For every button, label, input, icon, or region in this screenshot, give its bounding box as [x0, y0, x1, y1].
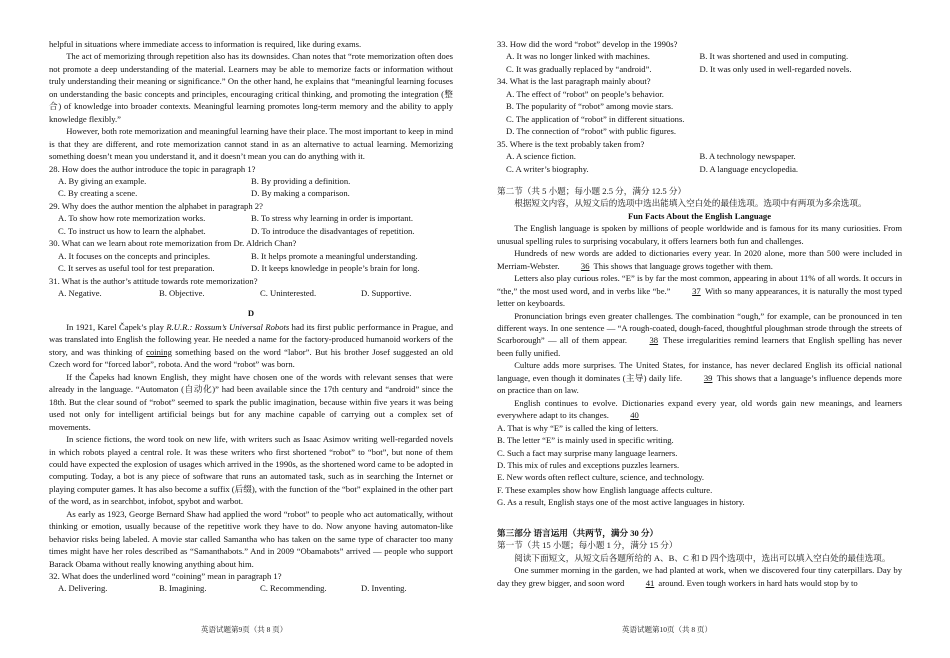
section-2-heading: 第二节（共 5 小题；每小题 2.5 分，满分 12.5 分） [497, 185, 687, 196]
option: B. It helps promote a meaningful understanding. [251, 250, 418, 261]
text: This shows that a language’s influence depends more on practice than on law. [497, 372, 902, 396]
question-30: 30. What can we learn about rote memorization from Dr. Aldrich Chan? [49, 238, 297, 249]
options-32 [49, 582, 453, 594]
option: C. Such a fact may surprise many language learners. [497, 447, 678, 458]
text: Pronunciation brings even greater challenges. The combination “ough,” for example, can be pronounced in ten different ways. In one sentence — “A rough-coated, dough-faced, thoughtful ploughman strode through the streets of Scarborough” — all of them appear. [497, 310, 902, 346]
underlined-word: coining [146, 346, 172, 357]
option: C. It serves as useful tool for test preparation. [58, 263, 215, 274]
option: D. It was only used in well-regarded novels. [699, 63, 852, 74]
option: A. Negative. [58, 288, 102, 299]
blank-37[interactable]: 37 [692, 285, 701, 296]
option: D. To introduce the disadvantages of repetition. [251, 225, 415, 236]
text: This shows that language grows together with them. [591, 260, 773, 271]
text: something based on the word “labor”. But his brother Josef suggested an old Czech word for “forced labor”, robota. And the word “robot” was born. [49, 346, 453, 370]
text: These irregularities remind learners that English spelling has never been fully unified. [497, 335, 902, 358]
text: One summer morning in the garden, we had planted at work, when we discovered four tiny caterpillars. Day by day they grew bigger, and soon word [497, 565, 902, 588]
question-35: 35. Where is the text probably taken from? [497, 138, 645, 149]
option: D. Supportive. [361, 288, 412, 299]
section-1-heading: 第一节（共 15 小题；每小题 1 分，满分 15 分） [497, 540, 678, 551]
paragraph [497, 310, 902, 360]
paragraph: helpful in situations where immediate access to information is required, like during exams. [49, 39, 362, 49]
section-d-heading: D [247, 307, 255, 318]
option: D. This mix of rules and exceptions puzzles learners. [497, 459, 680, 470]
paragraph [49, 321, 453, 371]
text: Culture adds more surprises. The United States, for instance, has never declared English its official national language, even though it dominates (主导) daily life. [497, 360, 902, 383]
blank-41[interactable]: 41 [645, 577, 655, 588]
option: D. A language encyclopedia. [699, 163, 799, 174]
text: In 1921, Karel Čapek’s play [66, 321, 167, 332]
option: B. It was shortened and used in computing. [699, 51, 849, 62]
text: around. Even tough workers in hard hats would stop by to [656, 577, 858, 588]
options-30 [49, 250, 453, 275]
option: A. It focuses on the concepts and principles. [58, 250, 211, 261]
options-31 [49, 287, 453, 299]
question-33: 33. How did the word “robot” develop in the 1990s? [497, 39, 678, 49]
right-column [497, 38, 902, 589]
option: A. That is why “E” is called the king of letters. [497, 422, 659, 433]
passage-title: Fun Facts About the English Language [627, 210, 772, 221]
text: Hundreds of new words are added to dictionaries every year. In 2020 alone, more than 500 were included in Merriam-Webster. [497, 248, 902, 271]
option: B. The popularity of “robot” among movie stars. [506, 101, 674, 112]
option: G. As a result, English stays one of the most active languages in history. [497, 497, 745, 508]
question-29: 29. Why does the author mention the alphabet in paragraph 2? [49, 200, 263, 211]
paragraph: The English language is spoken by millions of people worldwide and is famous for its many curiosities. From unusual spelling rules to surprising vocabulary, it offers learners both fun and challenges. [497, 223, 902, 246]
options-35 [497, 150, 902, 175]
options-29 [49, 212, 453, 237]
option: B. The letter “E” is mainly used in specific writing. [497, 435, 674, 446]
option: C. Uninterested. [260, 288, 317, 299]
paragraph [497, 397, 902, 422]
option: B. Imagining. [159, 583, 207, 594]
option: D. By making a comparison. [251, 188, 350, 199]
paragraph: As early as 1923, George Bernard Shaw had applied the word “robot” to people who act automatically, without thinking or emotion, usually because of the repetitive work they have to do. Now anyone having automaton-like behavior risks being labeled. A movie star called Samantha who has taken on the same type of character too many times might have her roles described as “Samanthabots.” And in 2009 “Obamabots” arrived — people who support Barack Obama without really knowing anything about him. [49, 508, 453, 569]
option: F. These examples show how English language affects culture. [497, 484, 713, 495]
paragraph [497, 564, 902, 589]
option: A. Delivering. [58, 583, 108, 594]
option: A. A science fiction. [506, 151, 576, 162]
page-footer-right: 英语试题第10页（共 8 页） [622, 625, 712, 634]
option: D. Inventing. [361, 583, 407, 594]
option: E. New words often reflect culture, science, and technology. [497, 472, 705, 483]
paragraph: However, both rote memorization and meaningful learning have their place. The most important to keep in mind is that they are different, and rote memorization cannot stand in as an alternative to actual learning. Memorizing something doesn’t mean you understand it, and it doesn’t mean you can do anything with it. [49, 126, 453, 162]
option: C. It was gradually replaced by “android”. [506, 63, 652, 74]
question-34: 34. What is the last paragraph mainly about? [497, 76, 651, 87]
option: C. A writer’s biography. [506, 163, 589, 174]
option: A. The effect of “robot” on people’s behavior. [506, 88, 664, 99]
option: B. By providing a definition. [251, 175, 351, 186]
paragraph [497, 272, 902, 309]
blank-38[interactable]: 38 [649, 335, 659, 346]
part-3-heading: 第三部分 语言运用（共两节，满分 30 分） [497, 527, 659, 538]
blank-39[interactable]: 39 [703, 372, 713, 383]
blank-36[interactable]: 36 [580, 260, 590, 271]
paragraph: The act of memorizing through repetition also has its downsides. Chan notes that “rote memorization often does not promote a deep understanding of the material. Learners may be able to memorize facts or information without truly understanding their meaning or significance.” On the other hand, he explains that “meaningful learning focuses on understanding the basic concepts and principles, encouraging critical thinking, and promoting the integration (整合) of knowledge into broader contexts. Meaningful learning promotes long-term memory and the ability to apply knowledge flexibly.” [49, 51, 453, 124]
question-31: 31. What is the author’s attitude towards rote memorization? [49, 275, 258, 286]
option: C. Recommending. [260, 583, 327, 594]
option: B. A technology newspaper. [699, 151, 796, 162]
option: A. It was no longer linked with machines. [506, 51, 650, 62]
text: With so many appearances, it is naturally the most typed letter on keyboards. [497, 285, 902, 309]
option: A. By giving an example. [58, 175, 147, 186]
paragraph [497, 359, 902, 396]
options-28 [49, 175, 453, 200]
paragraph [497, 247, 902, 272]
text: had its first public performance in Prague, and was translated into English the following year. He needed a name for the factory-produced humanoid workers of the story, and was thinking of [49, 321, 453, 357]
text: English continues to evolve. Dictionaries expand every year, old words gain new meanings, and learners everywhere adapt to its changes. [497, 397, 902, 421]
option: A. To show how rote memorization works. [58, 213, 206, 224]
paragraph: If the Čapeks had known English, they might have chosen one of the words with relevant senses that were already in the language. “Automaton (自动化)” had been available since the 17th century and “android” since the 18th. But the clear sound of “robot” seemed to spark the public imagination, because within five years it was being used not only for intelligent artificial beings but for any machine capable of carrying out a complex set of movements. [49, 371, 453, 432]
option: C. By creating a scene. [58, 188, 138, 199]
page-footer-left: 英语试题第9页（共 8 页） [201, 625, 288, 634]
text: Letters also play curious roles. “E” is by far the most common, appearing in about 11% of all words. It occurs in “the,” the most used word, and in verbs like “be.” [497, 273, 902, 296]
option: B. Objective. [159, 288, 205, 299]
left-column [49, 38, 453, 595]
question-32: 32. What does the underlined word “coining” mean in paragraph 1? [49, 571, 282, 582]
option: D. It keeps knowledge in people’s brain for long. [251, 263, 420, 274]
play-title: R.U.R.: Rossum’s Universal Robots [166, 321, 290, 332]
option: C. To instruct us how to learn the alphabet. [58, 225, 206, 236]
paragraph: In science fictions, the word took on new life, with writers such as Isaac Asimov writing well-regarded novels in which robots played a central role. It was these writers who first shortened “robot” to “bot”, but none of them could have expected the explosion of usages which arrived in the 1990s, as the shortened word came to be adopted in computing. Today, a bot is any piece of software that runs an automated task, such as in searching the Internet or playing computer games. It has also become a suffix (后缀), with the function of the “bot” explained in the other part of the word, as in searchbot, infobot, spybot and warbot. [49, 434, 453, 507]
question-28: 28. How does the author introduce the topic in paragraph 1? [49, 163, 256, 174]
option: D. The connection of “robot” with public figures. [506, 126, 676, 137]
blank-40[interactable]: 40 [630, 410, 639, 421]
option: B. To stress why learning in order is important. [251, 213, 414, 224]
options-33 [497, 50, 902, 75]
option: C. The application of “robot” in different situations. [506, 113, 685, 124]
section-1-instructions: 阅读下面短文，从短文后各题所给的 A、B、C 和 D 四个选项中，选出可以填入空白处的最佳选项。 [514, 552, 891, 563]
section-2-instructions: 根据短文内容，从短文后的选项中选出能填入空白处的最佳选项。选项中有两项为多余选项。 [514, 198, 867, 209]
